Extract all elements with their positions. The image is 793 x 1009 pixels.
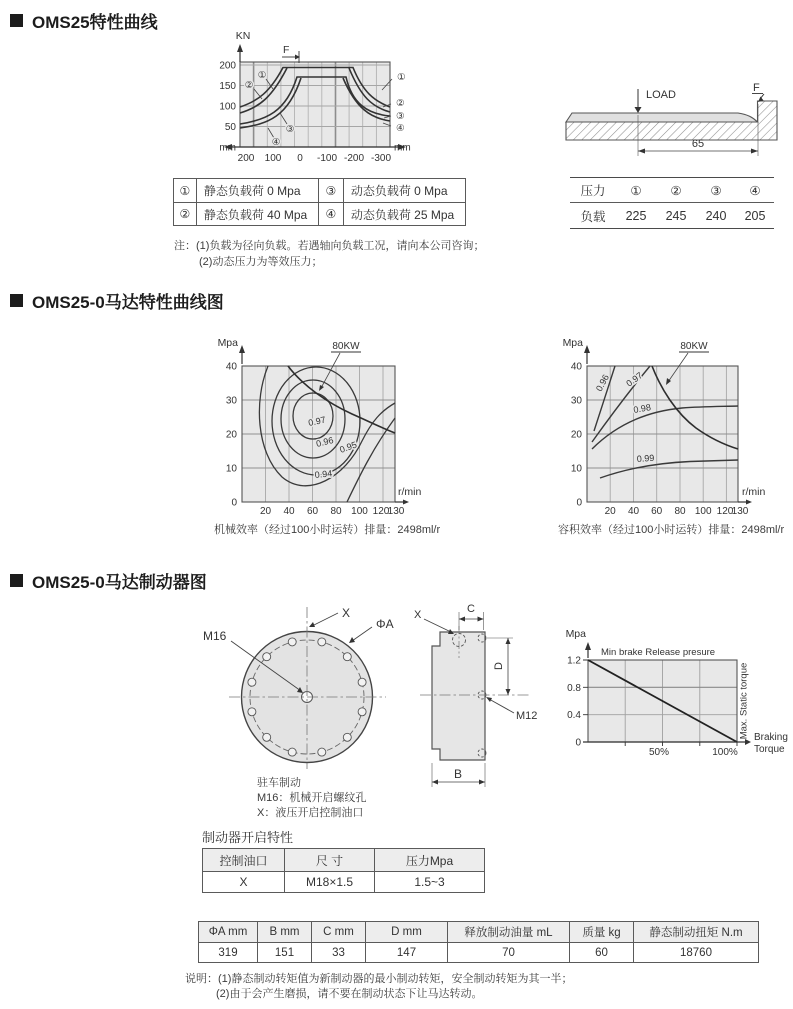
x-tick: 40 [627, 506, 640, 517]
leader-line [352, 627, 372, 641]
body-outline [432, 632, 485, 760]
section1-note-line2 [199, 253, 322, 269]
x-tick: 200 [237, 153, 255, 164]
y-tick: 10 [225, 463, 237, 475]
x-tick: -200 [343, 153, 365, 164]
table-row [570, 203, 774, 228]
x-tick: 80 [330, 506, 342, 517]
curve-id: ③ [396, 111, 405, 122]
x-axis-arrow-icon [403, 500, 409, 505]
section3-title [10, 568, 207, 593]
y-origin-label: mm [219, 142, 236, 154]
dim-arrow-icon [506, 689, 511, 695]
table-row [174, 202, 465, 225]
section1-title-text: OMS25特性曲线 [32, 13, 158, 32]
y-axis-arrow-icon [237, 44, 243, 52]
power-label: 80KW [680, 341, 708, 352]
y-axis-arrow-icon [239, 345, 245, 353]
curve-id: ① [257, 70, 267, 81]
value-cell: 205 [744, 208, 766, 223]
x-tick: 120 [716, 506, 734, 517]
y-tick: 200 [219, 60, 236, 72]
load-legend-table [173, 178, 466, 226]
front-view-notes [257, 776, 366, 821]
value-cell: X [239, 875, 248, 889]
note-text: (2)动态压力为等效压力； [199, 256, 323, 268]
contour-label: 0.97 [307, 414, 327, 428]
x-tick: 100 [694, 506, 712, 517]
note-line: 驻车制动 [257, 777, 301, 789]
dim-d-label: D [493, 662, 505, 670]
x-tick: -100 [316, 153, 338, 164]
f-label: F [753, 82, 760, 94]
curve-id: ② [396, 98, 405, 109]
curve-id: ② [244, 80, 254, 91]
y-tick: 100 [219, 101, 236, 113]
y-tick: 0.4 [567, 710, 581, 722]
section2-title [10, 288, 224, 313]
note-label: 说明： [185, 973, 218, 985]
value-cell: 18760 [633, 943, 758, 962]
table-row [199, 942, 758, 962]
square-bullet-icon [10, 14, 23, 27]
dimensions-table [198, 921, 759, 963]
mech-efficiency-caption: 机械效率（经过100小时运转）排量：2498ml/r [214, 524, 441, 536]
header-cell: 释放制动油量 mL [447, 922, 569, 942]
header-cell: 压力 [580, 184, 606, 198]
header-cell: 质量 kg [569, 922, 633, 942]
x-axis-label-line1: Braking [754, 732, 788, 743]
dim-arrow-icon [638, 149, 645, 154]
value-cell: M18×1.5 [284, 872, 374, 892]
leader-line [312, 613, 338, 626]
vol-efficiency-chart [545, 328, 793, 520]
header-cell: ④ [749, 183, 761, 198]
x-tick: 100 [351, 506, 368, 517]
x-tick: 20 [259, 506, 272, 517]
x-port-label: X [342, 606, 351, 620]
x-unit-label: r/min [398, 486, 422, 498]
phi-a-label: ΦA [376, 617, 394, 631]
note-text: (2)由于会产生磨损，请不要在制动状态下让马达转动。 [216, 988, 483, 1000]
y-tick: 30 [570, 395, 582, 407]
legend-text: 静态负载荷 0 Mpa [196, 179, 318, 202]
value-cell: 60 [569, 943, 633, 962]
note-text: (1)静态制动转矩值为新制动器的最小制动转矩，安全制动转矩为其一半； [218, 973, 573, 985]
x-tick: 20 [604, 506, 616, 517]
dim-65-label: 65 [691, 138, 705, 150]
header-cell: ② [670, 183, 682, 198]
top-label: Min brake Release presure [601, 647, 716, 658]
x-tick: 100% [712, 747, 738, 758]
open-table-title: 制动器开启特性 [202, 830, 294, 845]
section3-title-text: OMS25-0马达制动器图 [32, 573, 207, 592]
x-axis-arrow-icon [746, 500, 752, 505]
x-tick: 40 [283, 506, 295, 517]
y-tick: 0 [231, 497, 237, 509]
y-unit-label: Mpa [565, 628, 586, 640]
dim-arrow-icon [479, 780, 485, 785]
value-cell: 70 [447, 943, 569, 962]
table-row [203, 871, 484, 892]
header-cell: D mm [365, 922, 447, 942]
value-cell: 151 [257, 943, 311, 962]
load-label: LOAD [646, 89, 676, 101]
square-bullet-icon [10, 574, 23, 587]
x-tick: 100 [264, 153, 282, 164]
value-cell: 245 [665, 208, 687, 223]
table-header-row [199, 922, 758, 942]
y-unit-label: KN [235, 30, 251, 42]
right-axis-label: Max. Static torque [738, 662, 750, 740]
m12-label: M12 [516, 710, 538, 722]
legend-id: ④ [318, 203, 343, 225]
y-unit-label: Mpa [562, 337, 583, 349]
table-row [570, 178, 774, 203]
header-cell: B mm [257, 922, 311, 942]
x-tick: 120 [372, 506, 390, 517]
y-tick: 50 [224, 122, 236, 133]
contour-label: 0.94 [314, 468, 333, 480]
y-axis-arrow-icon [585, 642, 591, 650]
power-label: 80KW [332, 341, 360, 352]
brake-front-view [195, 602, 400, 777]
legend-text: 静态负载荷 40 Mpa [196, 203, 318, 225]
y-tick: 0 [576, 497, 582, 509]
value-cell: 负载 [580, 209, 606, 224]
section1-title [10, 8, 158, 33]
x-unit-label: r/min [742, 486, 766, 498]
dim-arrow-icon [432, 780, 438, 785]
value-cell: 240 [705, 208, 727, 223]
x-tick: 50% [648, 747, 670, 758]
section3-note-line1 [185, 970, 572, 986]
legend-id: ③ [318, 179, 343, 202]
brake-release-chart [553, 620, 793, 762]
y-tick: 20 [570, 429, 582, 441]
leader-line [489, 699, 514, 713]
x-axis-label-line2: Torque [754, 744, 785, 755]
curve-id: ③ [285, 124, 295, 135]
x-port-label: X [414, 609, 422, 621]
header-cell: 控制油口 [219, 853, 268, 868]
x-tick: 60 [651, 506, 663, 517]
radial-load-chart [213, 28, 413, 170]
curve-id: ① [397, 72, 406, 83]
y-tick: 30 [225, 395, 237, 407]
x-tick: 130 [387, 506, 405, 517]
dim-arrow-icon [459, 617, 465, 622]
pressure-load-table [570, 177, 774, 229]
dim-arrow-icon [751, 149, 758, 154]
note-text: (1)负载为径向负载。若遇轴向负载工况，请向本公司咨询； [196, 240, 485, 252]
table-row [174, 179, 465, 202]
value-cell: 319 [218, 946, 238, 959]
curve-label: 0.98 [632, 402, 652, 415]
dim-arrow-icon [478, 617, 484, 622]
y-unit-label: Mpa [217, 337, 238, 349]
note-line: X：液压开启控制油口 [257, 807, 364, 819]
y-tick: 150 [219, 81, 236, 92]
note-label: 注： [174, 240, 196, 252]
contour-label: 0.96 [315, 434, 335, 449]
x-unit-label: mm [394, 142, 411, 154]
dim-c-label: C [467, 603, 475, 615]
x-tick: 130 [731, 506, 749, 517]
section1-note-line1 [174, 237, 484, 253]
legend-id: ① [179, 183, 191, 198]
legend-text: 动态负载荷 25 Mpa [343, 203, 465, 225]
curve-label: 0.97 [624, 370, 645, 389]
table-header-row [203, 849, 484, 871]
dim-b-label: B [453, 767, 463, 781]
shaft-load-diagram [555, 82, 793, 162]
y-tick: 20 [225, 429, 237, 441]
dim-arrow-icon [506, 638, 511, 644]
value-cell: 1.5~3 [374, 872, 484, 892]
note-line: M16：机械开启螺纹孔 [257, 792, 367, 804]
leader-line [424, 619, 451, 632]
value-cell: 225 [625, 208, 647, 223]
curve-label: 0.96 [593, 372, 611, 393]
curve-id: ④ [396, 123, 405, 134]
x-tick: 0 [297, 153, 303, 164]
load-arrow-icon [635, 107, 642, 113]
header-cell: ① [630, 183, 642, 198]
header-cell: 尺 寸 [284, 849, 374, 871]
header-cell: ΦA mm [208, 926, 248, 938]
mech-efficiency-chart [205, 328, 460, 520]
legend-text: 动态负载荷 0 Mpa [343, 179, 465, 202]
header-cell: C mm [311, 922, 365, 942]
header-cell: 静态制动扭矩 N.m [633, 922, 758, 942]
y-tick: 0.8 [567, 682, 581, 694]
x-tick: 60 [306, 506, 319, 517]
brake-side-view [405, 600, 545, 795]
contour-label: 0.95 [338, 439, 359, 455]
header-cell: 压力Mpa [374, 849, 484, 871]
header-cell: ③ [710, 183, 722, 198]
square-bullet-icon [10, 294, 23, 307]
y-tick: 10 [570, 463, 582, 475]
legend-id: ② [179, 207, 191, 221]
m16-label: M16 [203, 629, 227, 643]
plate-section [566, 113, 758, 122]
x-tick: -300 [370, 153, 392, 164]
curve-id: ④ [271, 137, 281, 148]
brake-open-table [202, 848, 485, 893]
x-tick: 80 [674, 506, 686, 517]
section3-note-line2 [216, 985, 482, 1001]
y-tick: 40 [225, 361, 237, 373]
y-tick: 0 [575, 737, 581, 749]
f-marker-label: F [283, 44, 290, 56]
section2-title-text: OMS25-0马达特性曲线图 [32, 293, 224, 312]
leader-arrow-icon [486, 697, 492, 702]
y-axis-ticks [583, 660, 588, 715]
value-cell: 33 [311, 943, 365, 962]
curve-label: 0.99 [636, 452, 655, 464]
value-cell: 147 [365, 943, 447, 962]
vol-efficiency-caption: 容积效率（经过100小时运转）排量：2498ml/r [558, 524, 785, 536]
y-axis-arrow-icon [584, 345, 590, 353]
y-tick: 1.2 [567, 655, 581, 667]
y-tick: 40 [570, 361, 582, 373]
